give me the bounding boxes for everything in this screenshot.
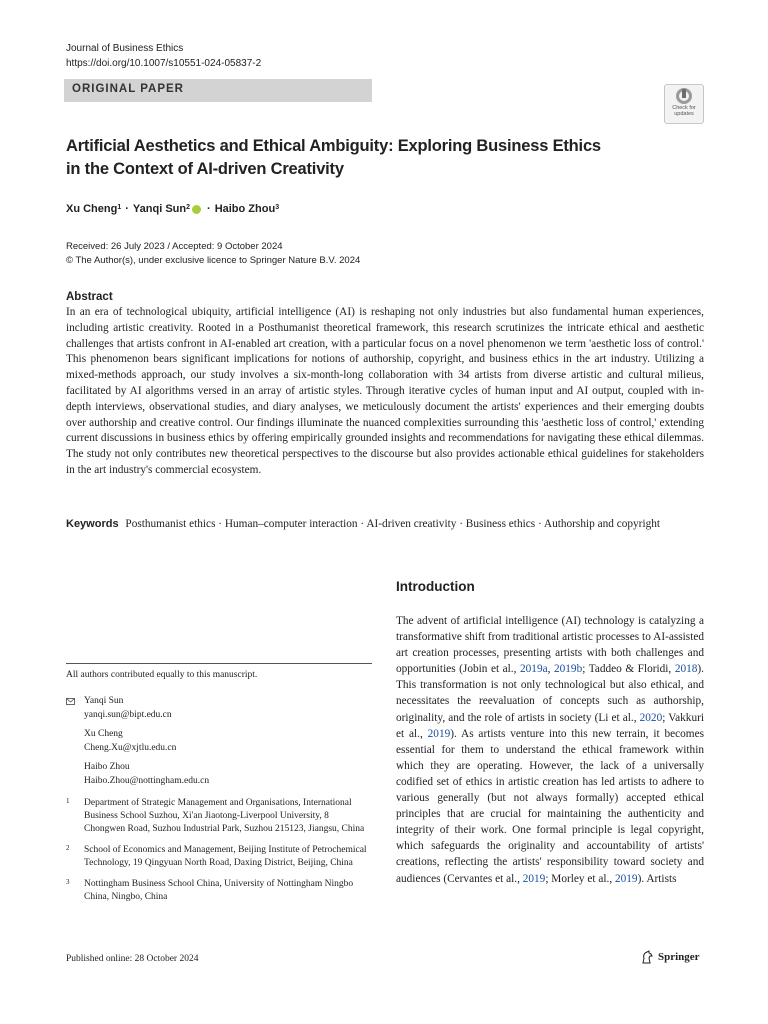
affiliations: [66, 797, 372, 912]
envelope-icon: [66, 698, 75, 705]
contact-email[interactable]: Haibo.Zhou@nottingham.edu.cn: [84, 775, 210, 786]
contact-email[interactable]: Cheng.Xu@xjtlu.edu.cn: [84, 742, 177, 753]
affiliation-number: 3: [66, 878, 70, 886]
author-name[interactable]: Haibo Zhou: [214, 203, 276, 215]
keywords: [66, 516, 704, 533]
author-aff: 1: [117, 203, 122, 211]
author-list: [66, 203, 279, 215]
paper-title: [66, 135, 666, 181]
publisher-logo: [640, 950, 700, 964]
citation-link[interactable]: 2020: [639, 711, 663, 724]
check-updates-line2: updates: [674, 111, 694, 117]
intro-text: The advent of artificial intelligence (AI) technology is catalyzing a transformative shift from traditional artistic processes to AI-assisted art creation processes, presenting artists with both challenges and opportunities (Jobin et al.,: [396, 615, 704, 676]
introduction-heading: Introduction: [396, 579, 475, 594]
citation-link[interactable]: 2018: [674, 663, 698, 676]
intro-text: ,: [547, 663, 551, 676]
check-updates-line1: Check for: [672, 105, 696, 111]
journal-doi[interactable]: https://doi.org/10.1007/s10551-024-05837-2: [66, 58, 262, 69]
published-date: Published online: 28 October 2024: [66, 954, 199, 964]
abstract-heading: Abstract: [66, 291, 113, 303]
intro-text: ; Morley et al.,: [545, 872, 613, 885]
intro-text: ). Artists: [637, 872, 677, 885]
intro-text: ). This transformation is not only technological but also ethical, and necessitates the reevaluation of concepts such as authorship, originality, and the role of artists in society (Li et al.,: [396, 663, 704, 724]
journal-name: Journal of Business Ethics: [66, 43, 184, 54]
intro-text: ; Taddeo & Floridi,: [582, 663, 672, 676]
contact-email[interactable]: yanqi.sun@bipt.edu.cn: [84, 709, 172, 720]
journal-header: [66, 41, 261, 71]
citation-link[interactable]: 2019: [427, 727, 451, 740]
author-aff: 2: [186, 203, 191, 211]
received-accepted: Received: 26 July 2023 / Accepted: 9 October 2024: [66, 241, 283, 252]
citation-link[interactable]: 2019: [614, 872, 638, 885]
orcid-icon[interactable]: [192, 205, 201, 214]
footnote-divider: [66, 663, 372, 664]
contact-name: Xu Cheng: [84, 729, 123, 739]
affiliation-item: [66, 797, 372, 836]
affiliation-item: [66, 878, 372, 904]
correspondence-entry: [84, 761, 372, 788]
contact-name: Haibo Zhou: [84, 762, 130, 772]
author-name[interactable]: Yanqi Sun: [132, 203, 187, 215]
keywords-label: Keywords: [66, 518, 119, 530]
citation-link[interactable]: 2019b: [553, 663, 583, 676]
publisher-name: Springer: [658, 951, 700, 963]
intro-text: ; Vakkuri et al.,: [396, 711, 704, 740]
correspondence-block: [66, 695, 372, 794]
copyright-line: © The Author(s), under exclusive licence to Springer Nature B.V. 2024: [66, 255, 361, 266]
keywords-text: Posthumanist ethics · Human–computer interaction · AI-driven creativity · Business ethics · Authorship and copyright: [125, 518, 661, 530]
author-name[interactable]: Xu Cheng: [66, 203, 118, 215]
springer-horse-icon: [640, 950, 654, 964]
affiliation-text: Department of Strategic Management and Organisations, International Business School Suzhou, Xi'an Jiaotong-Liverpool University, 8 Chongwen Road, Suzhou Industrial Park, Suzhou 215123, Jiangsu, China: [84, 798, 365, 834]
citation-link[interactable]: 2019: [522, 872, 546, 885]
title-line-2: in the Context of AI-driven Creativity: [66, 160, 344, 178]
author-separator: ·: [125, 203, 129, 215]
author-separator: ·: [207, 203, 211, 215]
title-line-1: Artificial Aesthetics and Ethical Ambiguity: Exploring Business Ethics: [66, 137, 601, 155]
article-type-band: ORIGINAL PAPER: [64, 79, 372, 102]
check-for-updates-button[interactable]: [664, 84, 704, 124]
affiliation-text: Nottingham Business School China, University of Nottingham Ningbo China, Ningbo, China: [84, 879, 354, 902]
author-aff: 3: [275, 203, 280, 211]
footnote-text: All authors contributed equally to this manuscript.: [66, 670, 258, 680]
affiliation-number: 1: [66, 797, 70, 805]
citation-link[interactable]: 2019a: [520, 663, 548, 676]
correspondence-entry: [84, 728, 372, 755]
article-dates: [66, 240, 360, 268]
affiliation-text: School of Economics and Management, Beijing Institute of Petrochemical Technology, 19 Qingyuan North Road, Daxing District, Beijing, China: [84, 845, 367, 868]
affiliation-number: 2: [66, 844, 70, 852]
check-updates-icon: [675, 87, 693, 105]
abstract-text: In an era of technological ubiquity, artificial intelligence (AI) is reshaping not only industries but also fundamental human experiences, including artistic creativity. Rooted in a Posthumanist theoretical framework, this research scrutinizes the intricate ethical and aesthetic challenges that artists confront in AI-enabled art creation, with a particular focus on a novel phenomenon we term 'aesthetic loss of control.' This phenomenon bears significant implications for notions of authorship, copyright, and business ethics in the art industry. Utilizing a mixed-methods approach, our study involves a six-month-long collaboration with 34 artists from diverse artistic and cultural milieus, facilitated by AI algorithms versed in an array of artistic styles. Through iterative cycles of human input and AI output, coupled with in-depth interviews, observational studies, and diary analyses, we meticulously document the artists' experiences and their emerging doubts over authorship and creative control. Our findings illuminate the nuanced complexities surrounding this 'aesthetic loss of control,' extending current discussions in business ethics by offering empirically grounded insights and recommendations for navigating these ethical dilemmas. The study not only contributes new theoretical perspectives to the discourse but also provides actionable ethical guidelines for stakeholders in the art industry's commercial ecosystem.: [66, 306, 704, 476]
affiliation-item: [66, 844, 372, 870]
introduction-text: [396, 613, 704, 887]
contact-name: Yanqi Sun: [84, 696, 124, 706]
intro-text: ). As artists venture into this new terrain, it becomes essential for them to understand the ethical framework within which they are operating. However, the lack of a universally codified set of ethics in artistic creation has led artists to adhere to various generally (but not always formally) accepted ethical principles that are crucial for maintaining the authenticity and integrity of their work. One formal principle is legal copyright, which safeguards the originality and accountability of artists' creations, reflecting the artists' responsibility toward society and audiences (Cervantes et al.,: [396, 727, 704, 885]
correspondence-entry: [66, 695, 372, 722]
